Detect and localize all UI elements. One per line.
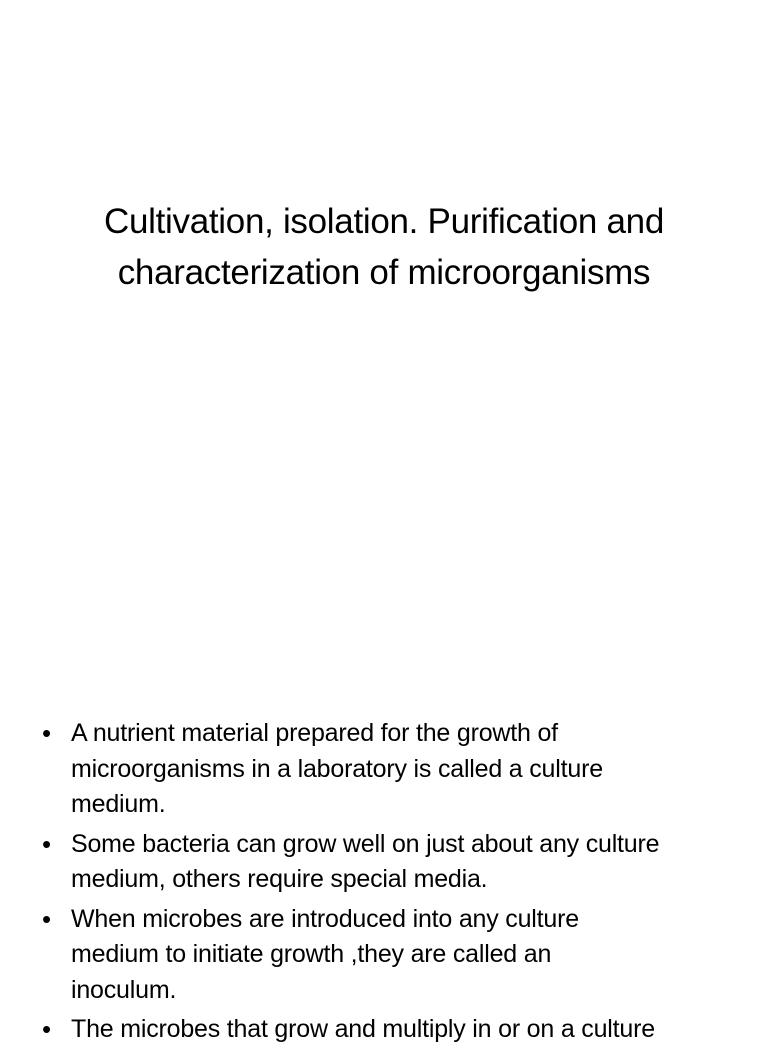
bullet-text-line: When microbes are introduced into any culture	[71, 904, 579, 933]
bullet-icon: •	[42, 903, 52, 934]
bullet-item	[42, 827, 732, 898]
slide-title	[30, 196, 738, 298]
bullet-text-line: The microbes that grow and multiply in or on a culture	[71, 1015, 655, 1043]
bullet-item	[42, 1012, 732, 1048]
bullet-icon: •	[42, 718, 52, 748]
title-line: Cultivation, isolation. Purification and	[104, 202, 664, 241]
bullet-text-line: microorganisms in a laboratory is called a culture	[71, 754, 603, 783]
bullet-list	[42, 716, 732, 1052]
bullet-icon: •	[42, 828, 52, 859]
bullet-text-line: inoculum.	[71, 975, 177, 1004]
bullet-text-line: A nutrient material prepared for the growth of	[71, 719, 558, 747]
bullet-icon: •	[42, 1014, 52, 1044]
title-line: characterization of microorganisms	[117, 253, 651, 292]
bullet-text-line: medium.	[71, 790, 166, 818]
bullet-text-line: Some bacteria can grow well on just about any culture	[71, 829, 660, 858]
bullet-item	[42, 902, 732, 1009]
bullet-text-line: medium to initiate growth ,they are called an	[71, 940, 552, 968]
bullet-text-line: medium, others require special media.	[71, 865, 488, 893]
bullet-item	[42, 716, 732, 823]
